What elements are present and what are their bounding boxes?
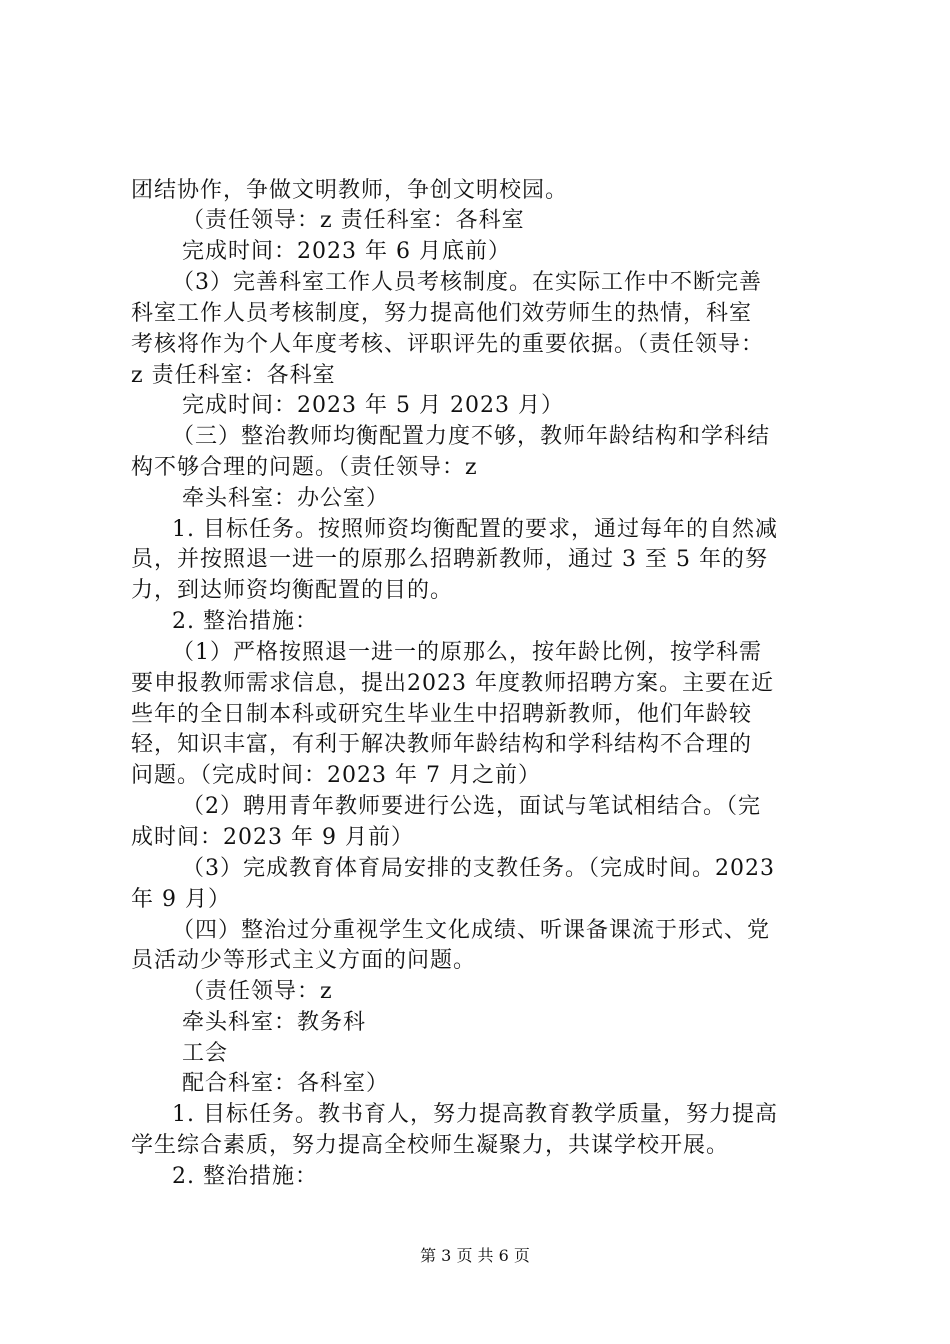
text-line: 要申报教师需求信息，提出2023 年度教师招聘方案。主要在近 [131,671,774,696]
text-line: 问题。（完成时间：2023 年 7 月之前） [131,763,541,788]
text-line: 轻，知识丰富，有利于解决教师年龄结构和学科结构不合理的 [131,732,753,757]
text-line: 力，到达师资均衡配置的目的。 [131,578,454,603]
text-line: （3）完善科室工作人员考核制度。在实际工作中不断完善 [172,270,762,295]
text-line: （责任领导：z 责任科室：各科室 [182,208,525,233]
page-number-footer: 第 3 页 共 6 页 [420,1246,530,1265]
text-line: 配合科室：各科室） [182,1071,390,1096]
text-line: 2. 整治措施： [172,1164,318,1189]
text-line: 2. 整治措施： [172,609,318,634]
text-line: 学生综合素质，努力提高全校师生凝聚力，共谋学校开展。 [131,1133,730,1158]
text-line: 员活动少等形式主义方面的问题。 [131,948,477,973]
text-line: （责任领导：z [182,979,333,1004]
text-line: （2）聘用青年教师要进行公选，面试与笔试相结合。（完 [182,794,761,819]
text-line: 工会 [182,1041,229,1066]
text-line: 些年的全日制本科或研究生毕业生中招聘新教师，他们年龄较 [131,702,753,727]
text-line: （3）完成教育体育局安排的支教任务。（完成时间。2023 [182,856,775,881]
text-line: 团结协作，争做文明教师，争创文明校园。 [131,178,569,203]
text-line: 构不够合理的问题。（责任领导：z [131,455,478,480]
text-line: 考核将作为个人年度考核、评职评先的重要依据。（责任领导： [131,332,765,357]
text-line: 成时间：2023 年 9 月前） [131,825,414,850]
text-line: 1. 目标任务。教书育人，努力提高教育教学质量，努力提高 [172,1102,778,1127]
text-line: 1. 目标任务。按照师资均衡配置的要求，通过每年的自然减 [172,517,778,542]
text-line: 员，并按照退一进一的原那么招聘新教师，通过 3 至 5 年的努 [131,547,768,572]
text-line: 牵头科室：教务科 [182,1010,367,1035]
text-line: z 责任科室：各科室 [131,363,336,388]
text-line: 牵头科室：办公室） [182,486,390,511]
text-line: （四）整治过分重视学生文化成绩、听课备课流于形式、党 [172,918,771,943]
text-line: 完成时间：2023 年 6 月底前） [182,239,511,264]
text-line: （三）整治教师均衡配置力度不够，教师年龄结构和学科结 [172,424,771,449]
text-line: 完成时间：2023 年 5 月 2023 月） [182,393,564,418]
text-line: （1）严格按照退一进一的原那么，按年龄比例，按学科需 [172,640,762,665]
text-line: 科室工作人员考核制度，努力提高他们效劳师生的热情，科室 [131,301,753,326]
text-line: 年 9 月） [131,887,231,912]
